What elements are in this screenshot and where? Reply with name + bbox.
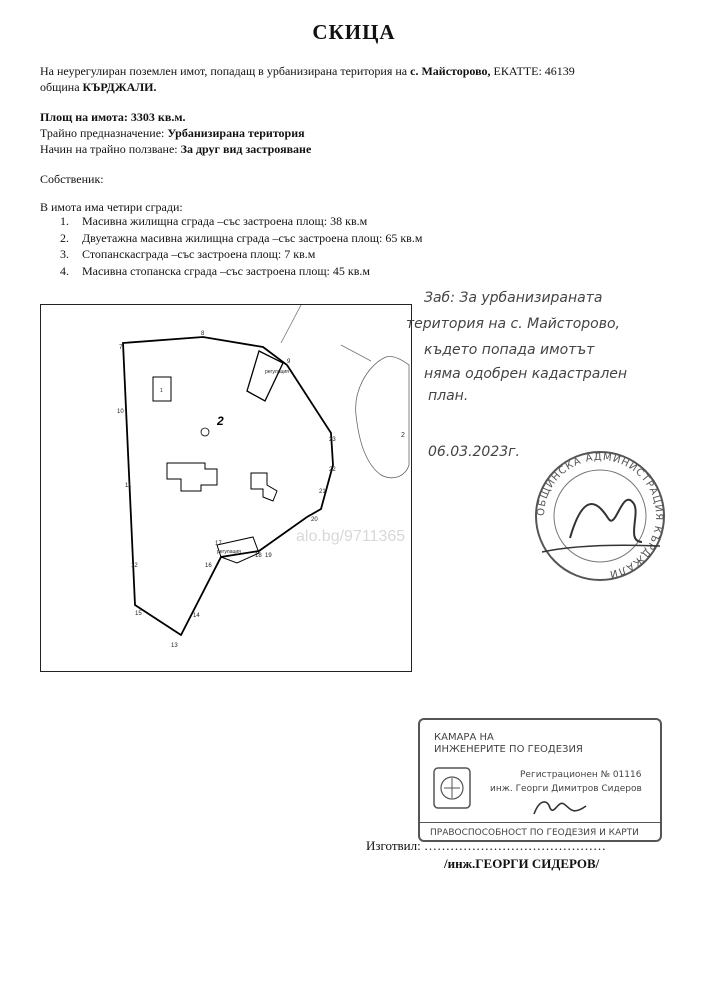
buildings-intro: В имота има четири сгради: <box>40 200 183 214</box>
parcel-boundary <box>123 337 333 635</box>
note-line: където попада имотът <box>424 342 595 358</box>
area-label: Площ на имота: <box>40 110 128 124</box>
usage-line <box>40 142 311 157</box>
list-item: 2. Двуетажна масивна жилищна сграда –със застроена площ: 65 кв.м <box>60 230 423 245</box>
municipality-name: КЪРДЖАЛИ. <box>82 80 157 94</box>
parcel-map <box>41 305 411 671</box>
municipality-prefix: община <box>40 80 80 94</box>
purpose-value: Урбанизирана територия <box>167 126 305 140</box>
svg-text:9: 9 <box>287 359 291 365</box>
svg-text:16: 16 <box>205 563 212 569</box>
area-line <box>40 110 186 125</box>
prepared-dots: …………………………………… <box>424 838 606 853</box>
document-title: СКИЦА <box>312 20 396 44</box>
intro-line <box>40 64 575 79</box>
list-item: 3. Стопанскасграда –със застроена площ: 7 кв.м <box>60 247 316 261</box>
intro-village: с. Майсторово, <box>410 64 491 78</box>
area-value: 3303 кв.м. <box>130 110 186 124</box>
svg-text:13: 13 <box>171 643 178 649</box>
svg-text:регулация: регулация <box>265 369 289 375</box>
prepared-label: Изготвил: <box>366 838 421 853</box>
purpose-label: Трайно предназначение: <box>40 126 165 140</box>
svg-text:14: 14 <box>193 613 200 619</box>
chamber-emblem-icon <box>432 766 472 810</box>
chamber-stamp <box>418 718 662 842</box>
building-2 <box>167 463 217 491</box>
svg-text:10: 10 <box>117 409 124 415</box>
usage-label: Начин на трайно ползване: <box>40 142 178 156</box>
parcel-centroid <box>201 428 209 436</box>
svg-text:23: 23 <box>329 437 336 443</box>
building-4 <box>251 473 277 501</box>
chamber-reg: Регистрационен № 01116 <box>520 770 642 780</box>
svg-text:15: 15 <box>135 611 142 617</box>
engineer-signature <box>530 794 590 820</box>
svg-text:22: 22 <box>329 467 336 473</box>
buildings-list <box>60 214 422 280</box>
parcel-number: 2 <box>217 414 224 428</box>
svg-text:17: 17 <box>215 541 222 547</box>
svg-text:18: 18 <box>255 553 262 559</box>
chamber-line1: КАМАРА НА <box>434 732 494 743</box>
list-item: 1. Масивна жилищна сграда –със застроена площ: 38 кв.м <box>60 214 368 228</box>
map-frame <box>40 304 412 672</box>
svg-text:1: 1 <box>160 388 163 394</box>
neighbor-line <box>341 345 371 361</box>
note-line: Заб: За урбанизираната <box>424 290 603 306</box>
svg-text:12: 12 <box>131 563 138 569</box>
neighbor-label: 2 <box>401 432 405 439</box>
vertex-labels <box>117 331 336 649</box>
note-line: план. <box>428 388 469 404</box>
usage-value: За друг вид застрояване <box>180 142 312 156</box>
list-item: 4. Масивна стопанска сграда –със застроена площ: 45 кв.м <box>60 263 370 278</box>
svg-text:20: 20 <box>311 517 318 523</box>
chamber-bottom: ПРАВОСПОСОБНОСТ ПО ГЕОДЕЗИЯ И КАРТИ <box>430 828 639 838</box>
engineer-name: /инж.ГЕОРГИ СИДЕРОВ/ <box>444 856 600 871</box>
svg-text:регулация: регулация <box>217 549 241 555</box>
prepared-line <box>366 838 606 854</box>
owner-label: Собственик: <box>40 172 104 186</box>
note-line: територия на с. Майсторово, <box>406 316 621 332</box>
note-date: 06.03.2023г. <box>428 444 520 460</box>
intro-text: На неурегулиран поземлен имот, попадащ в урбанизирана територия на <box>40 64 408 78</box>
intro-ekatte: ЕКАТТЕ: 46139 <box>493 64 575 78</box>
note-line: няма одобрен кадастрален <box>424 366 628 382</box>
svg-text:8: 8 <box>201 331 205 337</box>
chamber-line2: ИНЖЕНЕРИТЕ ПО ГЕОДЕЗИЯ <box>434 744 583 755</box>
municipality-line <box>40 80 157 95</box>
chamber-name: инж. Георги Димитров Сидеров <box>490 784 642 794</box>
svg-text:21: 21 <box>319 489 326 495</box>
neighbor-parcel <box>356 356 409 477</box>
svg-text:ОБЩИНСКА АДМИНИСТРАЦИЯ КЪРДЖАЛ: ОБЩИНСКА АДМИНИСТРАЦИЯ КЪРДЖАЛИ <box>535 451 665 580</box>
municipality-stamp <box>530 446 670 586</box>
svg-text:7: 7 <box>119 345 123 351</box>
neighbor-line <box>281 305 301 343</box>
watermark: alo.bg/9711365 <box>296 528 406 545</box>
svg-text:11: 11 <box>125 483 132 489</box>
svg-text:19: 19 <box>265 553 272 559</box>
purpose-line <box>40 126 305 141</box>
